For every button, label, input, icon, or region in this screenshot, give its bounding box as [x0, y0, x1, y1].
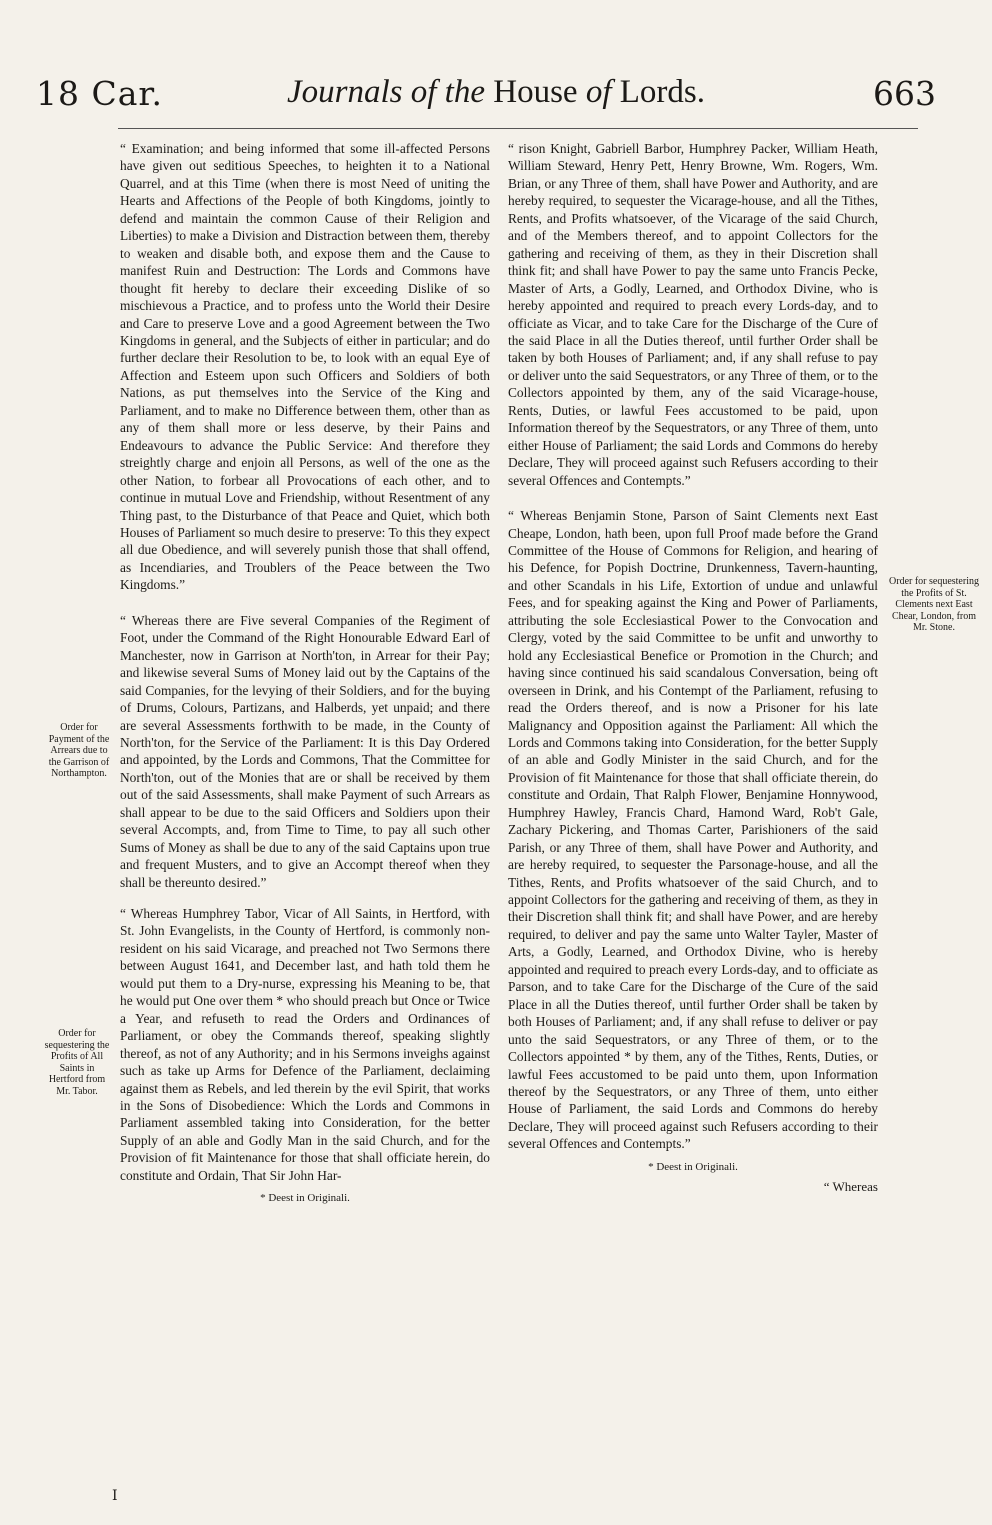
catchword: “ Whereas: [823, 1179, 878, 1195]
declaration-paragraph: “ Examination; and being informed that some ill-affected Persons have given out seditious Speeches, to heighten it to a National Quarrel, and at this Time (when there is most Need of uniting the Hearts and Affections of the People of both Kingdoms, jointly to defend and maintain the common Cause of their Religion and Liberties) to make a Division and Distraction between them, thereby to weaken and disable both, and expose them and the Cause to manifest Ruin and Destruction: The Lords and Commons have thought fit hereby to declare their exceeding Dislike of so mischievous a Practice, and to profess unto the World their Desire and Care to preserve Love and a good Agreement between the Two Kingdoms in general, and the Subjects of either in particular; and do further declare their Resolution to be, to look with an equal Eye of Affection and Esteem upon such Officers and Soldiers of both Nations, as put themselves into the Service of the King and Parliament, and to make no Difference between them, other than as any of them shall more or less deserve, by their Pains and Endeavours to advance the Public Service: And therefore they streightly charge and enjoin all Persons, as well of the one as the other Nation, to forbear all Provocations of each other, and to continue in mutual Love and Friendship, without Resentment of any Thing past, to the Disturbance of that Peace and Quiet, which both Houses of Parliament so much desire to preserve: To this they expect all due Obedience, and will severely punish those that shall offend, as Incendiaries, and Troublers of the Peace between the Two Kingdoms.”: [120, 141, 490, 593]
signature-mark: I: [112, 1488, 118, 1504]
northampton-order-paragraph: “ Whereas there are Five several Companies of the Regiment of Foot, under the Command of the Right Honourable Edward Earl of Manchester, now in Garrison at North'ton, in Arrear for their Pay; and likewise several Sums of Money laid out by the Captains of the said Companies, for the levying of their Soldiers, and for the buying of Drums, Colours, Partizans, and Halberds, yet unpaid; and there are several Assessments forthwith to be made, in the County of North'ton, for the Service of the Parliament: It is this Day Ordered and appointed, by the Lords and Commons, That the Committee for North'ton, out of the Monies that are or shall be received by them out of the said Assessments, shall make Payment of such Arrears as shall appear to be due to the said Officers and Soldiers upon their several Accompts, and, from Time to Time, to pay all such other Sums of Money as shall be due to any of the said Captains upon true and frequent Musters, and to give an Accompt thereof when they shall be thereunto desired.”: [120, 612, 490, 890]
regnal-year: 18 Car.: [36, 74, 164, 113]
right-column: [508, 140, 878, 1196]
running-title: Journals of the House of Lords.: [287, 74, 705, 110]
header-rule: [118, 128, 918, 129]
footnote: * Deest in Originali.: [260, 1192, 350, 1205]
left-column: [120, 140, 490, 1208]
tabor-order-continued: “ rison Knight, Gabriell Barbor, Humphrey Packer, William Heath, William Steward, Henry Pett, Henry Browne, Wm. Rogers, Wm. Brian, or any Three of them, shall have Power and Authority, and are hereby required, to sequester the Vicarage-house, and all the Tithes, Rents, and Profits whatsoever, of the Vicarage of the said Church, and of the Members thereof, and to appoint Collectors for the gathering and receiving of them, as they in their Discretion shall think fit; and shall have Power to pay the same unto Francis Pecke, Master of Arts, a Godly, Learned, and Orthodox Divine, who is hereby appointed and required to preach every Lords-day, and to officiate as Vicar, and to take Care for the Discharge of the Cure of the said Place in all the Duties thereof, until further Order shall be taken by both Houses of Parliament; and, if any shall refuse to pay or deliver unto the said Sequestrators, or any Three of them, or to the Collectors appointed by them, any of the said Vicarage-house, Rents, Duties, or lawful Fees accustomed to be paid, upon Information thereof by the Sequestrators, or any Three of them, unto either House of Parliament; the said Lords and Commons do hereby Declare, They will proceed against such Refusers according to their several Offences and Contempts.”: [508, 141, 878, 488]
margin-note-tabor: Order for sequestering the Profits of All Saints in Hertford from Mr. Tabor.: [44, 1028, 110, 1097]
tabor-order-paragraph: “ Whereas Humphrey Tabor, Vicar of All Saints, in Hertford, with St. John Evangelists, in the County of Hertford, is commonly non-resident on his said Vicarage, and preached not Two Sermons there between August 1641, and December last, and hath told them he would put them to a Dry-nurse, expressing his Meaning to be, that he would put One over them * who should preach but Once or Twice a Year, and refuseth to read the Orders and Ordinances of Parliament, or obey the Commands thereof, speaking slightly thereof, as not of any Authority; and in his Sermons inveighs against such as take up Arms for Defence of the Parliament, declaiming against them as Rebels, and led therein by the evil Spirit, that works in the Sons of Disobedience: Which the Lords and Commons in Parliament assembled taking into Consideration, for the better Supply of an able and Godly Man in the said Church, and for the Provision of fit Maintenance for those that shall officiate herein, do constitute and Ordain, That Sir John Har-: [120, 906, 490, 1183]
margin-note-northampton: Order for Payment of the Arrears due to the Garrison of Northampton.: [48, 722, 110, 779]
stone-order-paragraph: “ Whereas Benjamin Stone, Parson of Saint Clements next East Cheape, London, hath been, upon full Proof made before the Grand Committee of the House of Commons for Religion, and hearing of his Defence, for Popish Doctrine, Drunkenness, Tavern-haunting, and other Scandals in his Life, Extortion of undue and unlawful Fees, and for speaking against the King and Power of Parliaments, attributing the sole Ecclesiastical Power to the Convocation and Clergy, voted by the said Committee to be unfit and unworthy to hold any Ecclesiastical Benefice or Promotion in the Church; and having since continued his said scandalous Conversation, being oft overseen in Drink, and his Contempt of the Parliament, refusing to read the Orders thereof, and is now a Prisoner for his late Malignancy and Opposition against the Parliament: All which the Lords and Commons taking into Consideration, for the better Supply of an able and Godly Minister in the said Church, and for the Provision of fit Maintenance for those that shall officiate therein, do constitute and Ordain, That Ralph Flower, Benjamine Honnywood, Humphrey Hawley, Francis Chard, Hamond Ward, Rob't Gale, Zachary Pickering, and Thomas Carter, Parishioners of the said Parish, or any Three of them, shall have Power and Authority, and are hereby required, to sequester the Parsonage-house, and all the Tithes, Rents, and Profits whatsoever of the said Church, and to appoint Collectors for the gathering and receiving of them, as they in their Discretion shall think fit; and shall have Power, and are hereby required, to deliver and pay the same unto Walter Tayler, Master of Arts, a Godly, Learned, and Orthodox Divine, who is hereby appointed and required to preach every Lords-day, and to officiate as Parson, and to take Care for the Discharge of the Cure of the said Place in all the Duties thereof, until further Order shall be taken by both Houses of Parliament; and, if any shall refuse to deliver or pay unto the said Sequestrators, or any Three of them, or to the Collectors appointed * by them, any of the Tithes, Rents, Duties, or lawful Fees accustomed to be paid unto them, upon Information thereof by the Sequestrators, or any Three of them, unto either House of Parliament, the said Lords and Commons do hereby Declare, They will proceed against such Refusers according to their several Offences and Contempts.”: [508, 508, 878, 1152]
margin-note-stone: Order for sequestering the Profits of St. Clements next East Chear, London, from Mr. Stone.: [889, 576, 979, 633]
page-header: [0, 74, 992, 130]
footnote: * Deest in Originali.: [648, 1160, 738, 1173]
page-number: 663: [873, 74, 936, 113]
